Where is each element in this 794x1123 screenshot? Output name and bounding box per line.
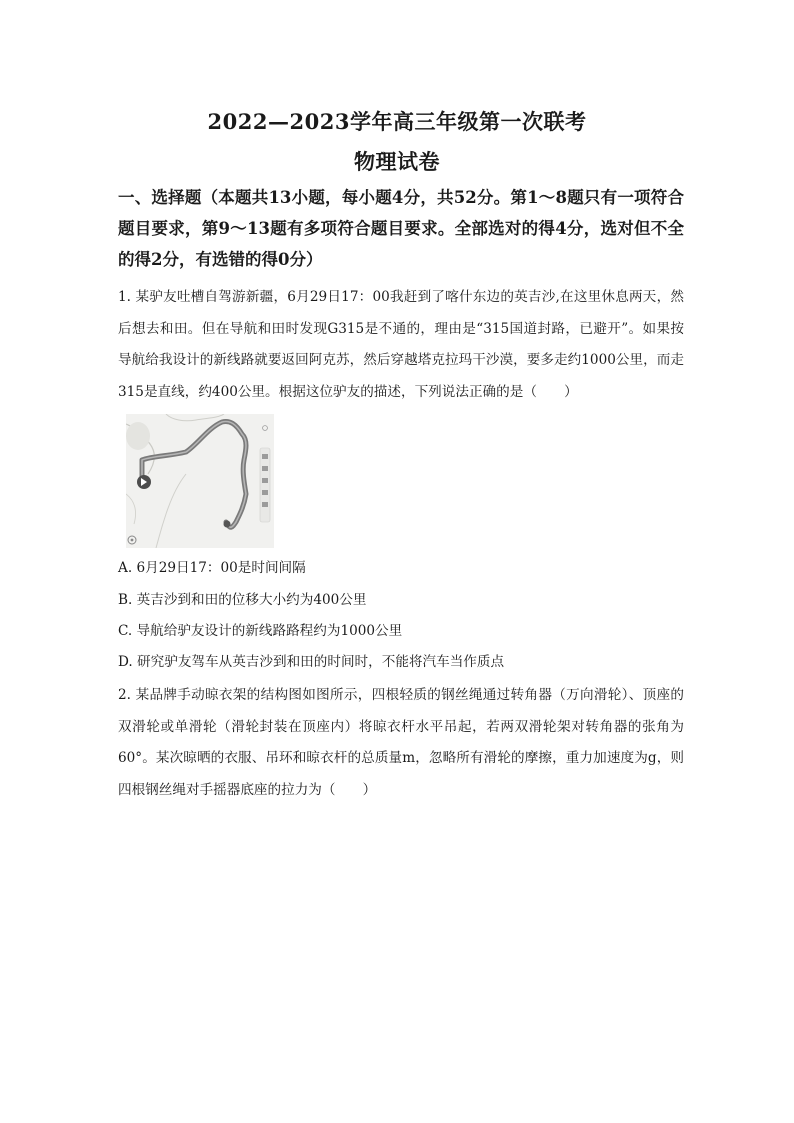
exam-subject-title: 物理试卷	[354, 149, 440, 174]
question-2-text: 2. 某品牌手动晾衣架的结构图如图所示，四根轻质的钢丝绳通过转角器（万向滑轮）、顶座的双滑轮或单滑轮（滑轮封装在顶座内）将晾衣杆水平吊起，若两双滑轮架对转角器的张角为60°。某次晾晒的衣服、吊环和晾衣杆的总质量m，忽略所有滑轮的摩擦，重力加速度为g，则四根钢丝绳对手摇器底座的拉力为（ ）	[118, 687, 684, 798]
option-b: B. 英吉沙到和田的位移大小约为400公里	[118, 592, 367, 608]
exam-title: 2022—2023学年高三年级第一次联考	[207, 109, 587, 134]
question-1-text: 1. 某驴友吐槽自驾游新疆，6月29日17：00我赶到了喀什东边的英吉沙,在这里休息两天，然后想去和田。但在导航和田时发现G315是不通的，理由是“315国道封路，已避开”。如果按导航给我设计的新线路就要返回阿克苏，然后穿越塔克拉玛干沙漠，要多走约1000公里，而走315是直线，约400公里。根据这位驴友的描述，下列说法正确的是（ ）	[118, 289, 684, 400]
option-d: D. 研究驴友驾车从英吉沙到和田的时间时，不能将汽车当作质点	[118, 654, 505, 670]
section-heading: 一、选择题（本题共13小题，每小题4分，共52分。第1～8题只有一项符合题目要求，第9～13题有多项符合题目要求。全部选对的得4分，选对但不全的得2分，有选错的得0分）	[118, 188, 684, 269]
option-c: C. 导航给驴友设计的新线路路程约为1000公里	[118, 623, 403, 639]
route-map-image	[126, 414, 274, 548]
option-a: A. 6月29日17：00是时间间隔	[118, 560, 306, 576]
